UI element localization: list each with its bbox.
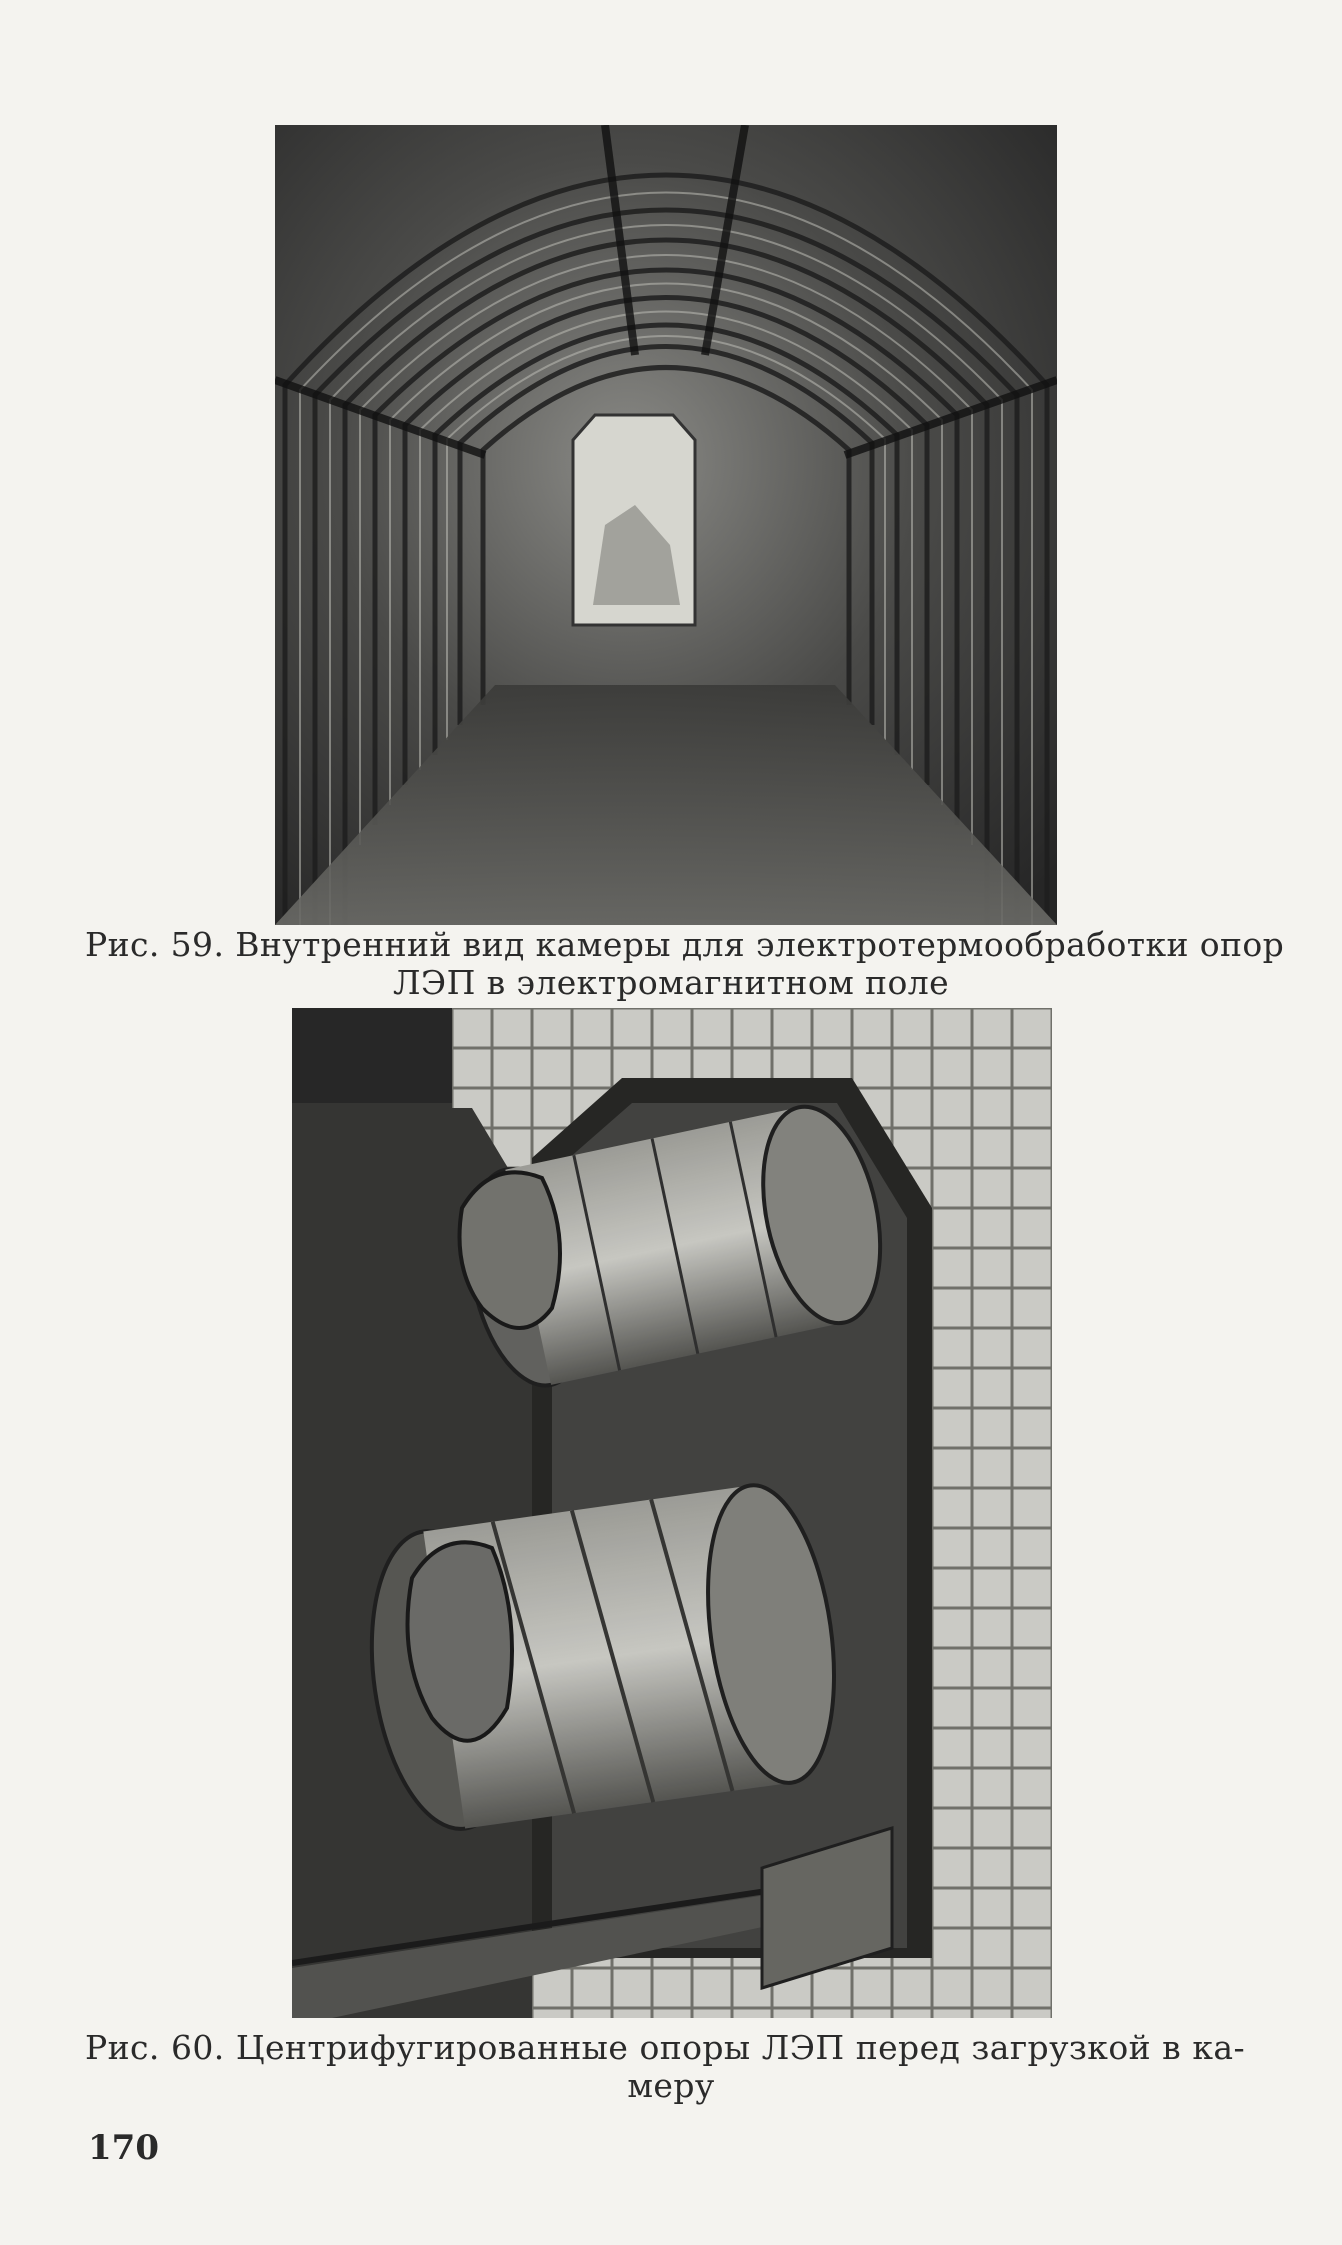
page-number: 170 — [88, 2128, 159, 2168]
figure-60-photo — [292, 1008, 1052, 2018]
figure-60-caption-line-1: Рис. 60. Центрифугированные опоры ЛЭП перед загрузкой в ка- — [85, 2028, 1245, 2067]
chamber-interior-image — [275, 125, 1057, 925]
figure-59-caption-line-2: ЛЭП в электромагнитном поле — [392, 963, 950, 1002]
centrifuged-poles-image — [292, 1008, 1052, 2018]
figure-59-caption-line-1: Рис. 59. Внутренний вид камеры для электротермообработки опор — [85, 925, 1285, 964]
figure-59-photo — [275, 125, 1057, 925]
figure-60-caption-line-2: меру — [627, 2066, 715, 2105]
